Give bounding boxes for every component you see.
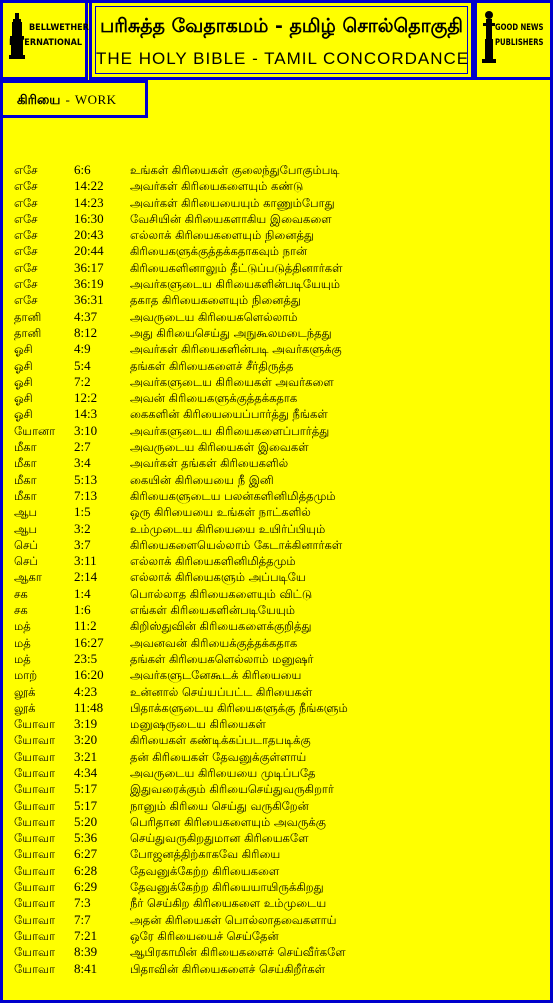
concordance-entry [14, 227, 544, 243]
concordance-entry [14, 602, 544, 618]
entry-text: வேசியின் கிரியைகளாகிய இவைகளை [130, 211, 332, 226]
entry-reference: 3:4 [74, 455, 91, 471]
concordance-entry [14, 390, 544, 406]
entry-book: எசே [14, 195, 38, 210]
entry-book: யோவா [14, 928, 56, 943]
entry-text: தேவனுக்கேற்ற கிரியைகளை [130, 863, 280, 878]
title-english: THE HOLY BIBLE - TAMIL CONCORDANCE [96, 49, 470, 68]
entry-text: அவர்கள் கிரியையையும் காணும்போது [130, 195, 335, 210]
entry-reference: 3:19 [74, 716, 98, 732]
headword-box [0, 80, 148, 118]
entry-reference: 5:20 [74, 813, 98, 829]
concordance-entry [14, 553, 544, 569]
entry-reference: 3:20 [74, 732, 98, 748]
concordance-entry [14, 569, 544, 585]
entry-text: தங்கள் கிரியைகளைச் சீர்திருத்த [130, 358, 294, 373]
entry-book: யோவா [14, 912, 56, 927]
concordance-entry [14, 651, 544, 667]
entry-book: மாற் [14, 668, 38, 683]
concordance-list [14, 162, 544, 977]
entry-book: எசே [14, 260, 38, 275]
entry-text: அவருடைய கிரியையை முடிப்பதே [130, 765, 316, 780]
headword-english: WORK [74, 92, 117, 107]
entry-text: கையின் கிரியையை நீ இனி [130, 472, 274, 487]
entry-reference: 16:30 [74, 210, 104, 226]
entry-reference: 16:20 [74, 667, 104, 683]
entry-text: அவர்கள் கிரியைகளின்படி அவர்களுக்கு [130, 342, 342, 357]
entry-text: போஜனத்திற்காகவே கிரியை [130, 847, 281, 862]
entry-book: யோவா [14, 733, 56, 748]
entry-reference: 5:17 [74, 797, 98, 813]
entry-book: ஓசி [14, 391, 33, 406]
entry-book: மீகா [14, 456, 37, 471]
publisher-right-box [474, 0, 553, 80]
entry-book: யோவா [14, 749, 56, 764]
entry-reference: 3:10 [74, 422, 98, 438]
publisher-left-box [0, 0, 88, 80]
entry-text: கிரியைகளையெல்லாம் கேடாக்கினார்கள் [130, 537, 343, 552]
entry-reference: 7:2 [74, 373, 91, 389]
entry-book: ஓசி [14, 358, 33, 373]
entry-book: லூக் [14, 700, 36, 715]
entry-text: அவர்கள் கிரியைகளையும் கண்டு [130, 179, 304, 194]
entry-book: செப் [14, 537, 38, 552]
entry-text: உம்முடைய கிரியையை உயிர்ப்பியும் [130, 521, 326, 536]
concordance-entry [14, 178, 544, 194]
entry-book: ஓசி [14, 374, 33, 389]
concordance-entry [14, 684, 544, 700]
entry-text: பிதாவின் கிரியைகளைச் செய்கிறீர்கள் [130, 961, 326, 976]
concordance-entry [14, 521, 544, 537]
entry-book: செப் [14, 554, 38, 569]
entry-reference: 3:7 [74, 536, 91, 552]
concordance-entry [14, 586, 544, 602]
entry-book: மீகா [14, 440, 37, 455]
entry-reference: 4:9 [74, 341, 91, 357]
entry-reference: 14:3 [74, 406, 98, 422]
concordance-entry [14, 944, 544, 960]
entry-text: செய்துவருகிறதுமான கிரியைகளே [130, 831, 309, 846]
entry-text: அவன் கிரியைகளுக்குத்தக்கதாக [130, 391, 298, 406]
concordance-entry [14, 667, 544, 683]
concordance-entry [14, 798, 544, 814]
entry-reference: 11:2 [74, 618, 97, 634]
entry-book: யோவா [14, 961, 56, 976]
entry-book: எசே [14, 211, 38, 226]
entry-book: ஓசி [14, 342, 33, 357]
entry-book: எசே [14, 228, 38, 243]
concordance-entry [14, 846, 544, 862]
entry-text: அவருடைய கிரியைகள் இவைகள் [130, 440, 309, 455]
entry-book: யோவா [14, 896, 56, 911]
concordance-entry [14, 781, 544, 797]
entry-text: எல்லாக் கிரியைகளினிமித்தமும் [130, 554, 296, 569]
entry-reference: 36:31 [74, 292, 104, 308]
concordance-entry [14, 961, 544, 977]
entry-reference: 8:12 [74, 324, 98, 340]
entry-book: யோவா [14, 798, 56, 813]
concordance-entry [14, 895, 544, 911]
entry-reference: 20:43 [74, 227, 104, 243]
headword-separator: - [65, 92, 70, 107]
entry-reference: 7:13 [74, 487, 98, 503]
title-tamil: பரிசுத்த வேதாகமம் - தமிழ் சொல்தொகுதி [100, 15, 463, 37]
entry-text: உங்கள் கிரியைகள் குலைந்துபோகும்படி [130, 163, 340, 177]
entry-book: எசே [14, 179, 38, 194]
entry-book: ஆகா [14, 570, 42, 585]
concordance-entry [14, 928, 544, 944]
entry-reference: 7:21 [74, 927, 98, 943]
headword-tamil: கிரியை [17, 93, 61, 108]
concordance-entry [14, 423, 544, 439]
entry-text: மனுஷருடைய கிரியைகள் [130, 717, 266, 732]
concordance-entry [14, 700, 544, 716]
entry-book: யோவா [14, 847, 56, 862]
entry-text: இதுவரைக்கும் கிரியைசெய்துவருகிறார் [130, 782, 334, 797]
publisher-left-line-1: BELLWETHER [29, 23, 89, 33]
entry-reference: 5:13 [74, 471, 98, 487]
entry-book: யோவா [14, 880, 56, 895]
entry-book: மத் [14, 619, 31, 634]
entry-text: தன் கிரியைகள் தேவனுக்குள்ளாய் [130, 749, 307, 764]
entry-text: ஒரு கிரியையை உங்கள் நாட்களில் [130, 505, 311, 520]
entry-text: கிரியைகளுடைய பலன்களினிமித்தமும் [130, 488, 336, 503]
entry-text: அவர்களுடைய கிரியைகளைப்பார்த்து [130, 423, 330, 438]
entry-text: அவருடைய கிரியைகளெல்லாம் [130, 309, 298, 324]
entry-reference: 7:7 [74, 911, 91, 927]
entry-text: ஒரே கிரியையைச் செய்தேன் [130, 928, 279, 943]
concordance-entry [14, 765, 544, 781]
concordance-entry [14, 374, 544, 390]
concordance-entry [14, 276, 544, 292]
concordance-entry [14, 455, 544, 471]
concordance-entry [14, 716, 544, 732]
entry-reference: 5:17 [74, 781, 98, 797]
concordance-entry [14, 537, 544, 553]
concordance-entry [14, 830, 544, 846]
entry-reference: 3:2 [74, 520, 91, 536]
entry-book: ஆப [14, 505, 38, 520]
entry-text: கிரியைகள் கண்டிக்கப்படாதபடிக்கு [130, 733, 311, 748]
entry-reference: 36:17 [74, 259, 104, 275]
concordance-entry [14, 912, 544, 928]
entry-text: கிரியைகளினாலும் தீட்டுப்படுத்தினார்கள் [130, 260, 343, 275]
entry-text: நீர் செய்கிற கிரியைகளை உம்முடைய [130, 896, 327, 911]
concordance-entry [14, 879, 544, 895]
entry-reference: 5:4 [74, 357, 91, 373]
entry-book: ஆப [14, 521, 38, 536]
entry-text: அவர்களுடைய கிரியைகளின்படியேயும் [130, 277, 341, 292]
concordance-entry [14, 162, 544, 178]
entry-reference: 8:39 [74, 944, 98, 960]
entry-text: நானும் கிரியை செய்து வருகிறேன் [130, 798, 309, 813]
entry-reference: 8:41 [74, 960, 98, 976]
concordance-entry [14, 472, 544, 488]
concordance-entry [14, 635, 544, 651]
entry-text: கைகளின் கிரியையைப்பார்த்து நீங்கள் [130, 407, 328, 422]
entry-book: எசே [14, 293, 38, 308]
concordance-entry [14, 292, 544, 308]
entry-text: தங்கள் கிரியைகளெல்லாம் மனுஷர் [130, 651, 314, 666]
entry-reference: 14:22 [74, 178, 104, 194]
entry-text: கிறிஸ்துவின் கிரியைகளைக்குறித்து [130, 619, 312, 634]
entry-reference: 7:3 [74, 895, 91, 911]
entry-book: யோவா [14, 717, 56, 732]
publisher-right-name [495, 21, 544, 51]
publisher-right-logo [481, 7, 546, 73]
entry-text: அவர்களுடைய கிரியைகள் அவர்களை [130, 374, 334, 389]
concordance-entry [14, 260, 544, 276]
entry-book: மீகா [14, 472, 37, 487]
entry-reference: 2:14 [74, 569, 98, 585]
entry-book: மத் [14, 651, 31, 666]
concordance-entry [14, 504, 544, 520]
entry-text: அவர்கள் தங்கள் கிரியைகளில் [130, 456, 289, 471]
entry-text: எல்லாக் கிரியைகளும் அப்படியே [130, 570, 306, 585]
concordance-entry [14, 243, 544, 259]
entry-text: தகாத கிரியைகளையும் நினைத்து [130, 293, 301, 308]
entry-book: யோவா [14, 765, 56, 780]
entry-reference: 12:2 [74, 390, 98, 406]
entry-text: எங்கள் கிரியைகளின்படியேயும் [130, 603, 295, 618]
entry-reference: 3:11 [74, 553, 97, 569]
entry-book: யோவா [14, 814, 56, 829]
entry-book: யோவா [14, 945, 56, 960]
headword-label [17, 92, 117, 109]
entry-book: மீகா [14, 488, 37, 503]
entry-reference: 4:23 [74, 683, 98, 699]
entry-text: உன்னால் செய்யப்பட்ட கிரியைகள் [130, 684, 313, 699]
concordance-entry [14, 749, 544, 765]
title-inner-border [95, 6, 468, 74]
entry-reference: 6:27 [74, 846, 98, 862]
publisher-left-line-2: INTERNATIONAL [9, 38, 83, 48]
concordance-entry [14, 309, 544, 325]
entry-text: எல்லாக் கிரியைகளையும் நினைத்து [130, 228, 314, 243]
entry-book: எசே [14, 163, 38, 177]
entry-reference: 5:36 [74, 830, 98, 846]
entry-book: ஓசி [14, 407, 33, 422]
concordance-entry [14, 406, 544, 422]
entry-book: எசே [14, 244, 38, 259]
entry-text: தேவனுக்கேற்ற கிரியையாயிருக்கிறது [130, 880, 324, 895]
concordance-entry [14, 814, 544, 830]
concordance-entry [14, 488, 544, 504]
concordance-entry [14, 618, 544, 634]
entry-book: யோவா [14, 831, 56, 846]
entry-text: அதன் கிரியைகள் பொல்லாதவைகளாய் [130, 912, 337, 927]
concordance-entry [14, 439, 544, 455]
entry-reference: 6:6 [74, 162, 91, 177]
entry-reference: 1:4 [74, 585, 91, 601]
entry-text: அவர்களுடனேகூடக் கிரியையை [130, 668, 302, 683]
concordance-entry [14, 863, 544, 879]
title-box [89, 0, 474, 80]
entry-text: அவனவன் கிரியைக்குத்தக்கதாக [130, 635, 298, 650]
entry-text: பொல்லாத கிரியைகளையும் விட்டு [130, 586, 313, 601]
concordance-entry [14, 325, 544, 341]
concordance-entry [14, 358, 544, 374]
entry-reference: 6:28 [74, 862, 98, 878]
entry-reference: 16:27 [74, 634, 104, 650]
entry-book: சக [14, 603, 28, 618]
concordance-entry [14, 341, 544, 357]
entry-reference: 14:23 [74, 194, 104, 210]
publisher-left-name [9, 21, 89, 51]
entry-reference: 1:6 [74, 602, 91, 618]
publisher-left-logo [7, 7, 89, 73]
entry-text: கிரியைகளுக்குத்தக்கதாகவும் நான் [130, 244, 308, 259]
entry-reference: 36:19 [74, 276, 104, 292]
entry-reference: 3:21 [74, 748, 98, 764]
entry-text: அது கிரியைசெய்து அநுகூலமடைந்தது [130, 325, 332, 340]
entry-reference: 11:48 [74, 699, 104, 715]
entry-reference: 23:5 [74, 650, 98, 666]
entry-reference: 1:5 [74, 504, 91, 520]
entry-book: யோவா [14, 782, 56, 797]
entry-text: ஆபிரகாமின் கிரியைகளைச் செய்வீர்களே [130, 945, 346, 960]
entry-book: லூக் [14, 684, 36, 699]
entry-book: தானி [14, 309, 42, 324]
entry-book: யோவா [14, 863, 56, 878]
entry-reference: 6:29 [74, 879, 98, 895]
publisher-right-line-2: PUBLISHERS [495, 38, 544, 48]
entry-reference: 4:34 [74, 764, 98, 780]
publisher-right-line-1: GOOD NEWS [495, 23, 544, 33]
entry-book: யோனா [14, 423, 56, 438]
entry-text: பெரிதான கிரியைகளையும் அவருக்கு [130, 814, 326, 829]
entry-book: சக [14, 586, 28, 601]
entry-book: தானி [14, 325, 42, 340]
entry-reference: 4:37 [74, 308, 98, 324]
entry-reference: 2:7 [74, 439, 91, 455]
entry-book: மத் [14, 635, 31, 650]
header [0, 0, 553, 80]
entry-reference: 20:44 [74, 243, 104, 259]
concordance-entry [14, 195, 544, 211]
entry-book: எசே [14, 277, 38, 292]
entry-text: பிதாக்களுடைய கிரியைகளுக்கு நீங்களும் [130, 700, 348, 715]
concordance-entry [14, 732, 544, 748]
concordance-entry [14, 211, 544, 227]
